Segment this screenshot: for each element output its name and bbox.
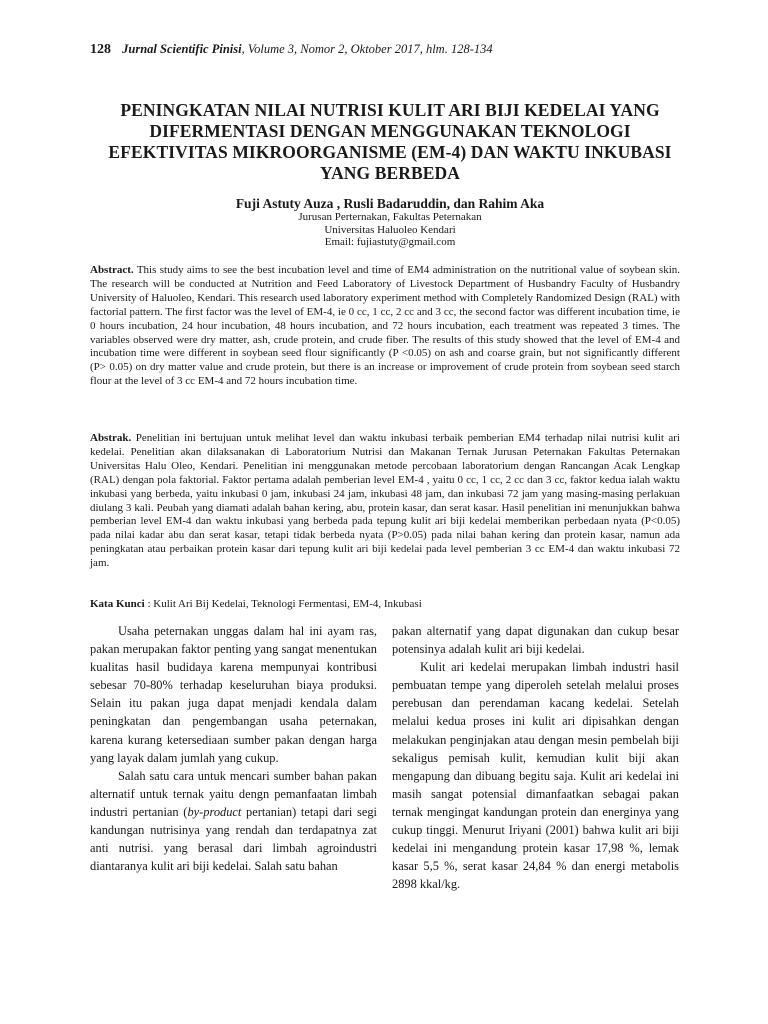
- affiliation-department: Jurusan Perternakan, Fakultas Peternakan: [298, 211, 482, 223]
- abstract-indonesian: [90, 432, 680, 571]
- keywords-text: : Kulit Ari Bij Kedelai, Teknologi Fermentasi, EM-4, Inkubasi: [144, 598, 422, 610]
- body-paragraph: pakan alternatif yang dapat digunakan dan cukup besar potensinya adalah kulit ari biji kedelai.: [392, 624, 679, 657]
- title-line: PENINGKATAN NILAI NUTRISI KULIT ARI BIJI KEDELAI YANG: [120, 100, 660, 120]
- abstract-indonesian-text: Penelitian ini bertujuan untuk melihat level dan waktu inkubasi terbaik pemberian EM4 terhadap nilai nutrisi kulit ari kedelai. Penelitian akan dilaksanakan di Laboratorium Nutrisi dan Makanan Ternak Jurusan Peternakan Fakultas Peternakan Universitas Halu Oleo, Kendari. Penelitian ini menggunakan metode percobaan laboratorium dengan Rancangan Acak Lengkap (RAL) dengan pola faktorial. Faktor pertama adalah pemberian level EM-4 , yaitu 0 cc, 1 cc, 2 cc dan 3 cc, faktor kedua ialah waktu inkubasi yang berbeda, yaitu inkubasi 0 jam, inkubasi 24 jam, inkubasi 48 jam, dan inkubasi 72 jam yang masing-masing perlakuan diulang 3 kali. Peubah yang diamati adalah bahan kering, abu, protein kasar, dan serat kasar. Hasil penelitian ini menunjukkan bahwa pemberian level EM-4 dan waktu inkubasi yang berbeda pada tepung kulit ari biji kedelai memberikan perbedaan nyata (P<0.05) pada nilai kadar abu dan serat kasar, tetapi tidak berbeda nyata (P>0.05) pada nilai bahan kering dan protein kasar, namun ada peningkatan atau perbaikan protein kasar dari tepung kulit ari biji kedelai pada level pemberian 3 cc EM-4 dan waktu inkubasi 72 jam.: [90, 432, 680, 570]
- body-paragraph: Kulit ari kedelai merupakan limbah industri hasil pembuatan tempe yang diperoleh setelah melalui proses perebusan dan perendaman kacang kedelai. Setelah melalui kedua proses ini kulit ari dipisahkan dengan melakukan penginjakan atau dengan mesin pembelah biji sekaligus pemisah kulit, kemudian kulit biji akan mengapung dan dibuang begitu saja. Kulit ari kedelai ini masih sangat potensial dimanfaatkan sebagai pakan ternak mengingat kandungan protein dan energinya yang cukup tinggi. Menurut Iriyani (2001) bahwa kulit ari biji kedelai ini mengandung protein kasar 17,98 %, lemak kasar 5,5 %, serat kasar 24,84 % dan energi metabolis 2898 kkal/kg.: [392, 660, 679, 892]
- page-number: 128: [90, 42, 111, 57]
- article-title: [90, 100, 690, 184]
- abstract-indonesian-label: Abstrak.: [90, 432, 132, 444]
- paragraph-segment: Salah satu cara untuk mencari sumber bahan pakan alternatif untuk ternak yaitu dengn pemanfaatan limbah industri pertanian (: [90, 768, 377, 819]
- body-column-right: [392, 622, 679, 893]
- running-header: [90, 42, 493, 58]
- italic-term: by-product: [187, 804, 242, 819]
- abstract-english: [90, 264, 680, 389]
- affiliation: [90, 211, 690, 249]
- author-email: Email: fujiastuty@gmail.com: [324, 236, 456, 249]
- body-column-left: [90, 622, 377, 875]
- keywords-label: Kata Kunci: [90, 598, 145, 610]
- title-line: DIFERMENTASI DENGAN MENGGUNAKAN TEKNOLOGI: [149, 121, 631, 141]
- journal-name: Jurnal Scientific Pinisi: [122, 42, 242, 56]
- body-paragraph: Usaha peternakan unggas dalam hal ini ayam ras, pakan merupakan faktor penting yang sangat menentukan kualitas hasil budidaya karena mempunyai kontribusi sebesar 70-80% terhadap keseluruhan biaya produksi. Selain itu pakan juga dapat menjadi kendala dalam peningkatan dan pengembangan usaha peternakan, karena kurang ketersediaan sumber pakan dengan harga yang layak dalam jumlah yang cukup.: [90, 624, 377, 765]
- title-line: YANG BERBEDA: [319, 163, 461, 183]
- body-paragraph: [90, 767, 377, 876]
- abstract-english-text: This study aims to see the best incubation level and time of EM4 administration on the nutritional value of soybean skin. The research will be conducted at Nutrition and Feed Laboratory of Livestock Department of Husbandry Faculty of Husbandry University of Haluoleo, Kendari. This research used laboratory experiment method with Completely Randomized Design (RAL) with factorial pattern. The first factor was the level of EM-4, ie 0 cc, 1 cc, 2 cc and 3 cc, the second factor was different incubation time, ie 0 hours incubation, 24 hour incubation, 48 hours incubation, and 72 hours incubation, each treatment was repeated 3 times. The variables observed were dry matter, ash, crude protein, and crude fiber. The results of this study showed that the level of EM-4 and incubation time were different in soybean seed flour significantly (P <0.05) on ash and coarse grain, but not significantly different (P> 0.05) on dry matter value and crude protein, but there is an increase or improvement of crude protein from soybean seed starch flour at the level of 3 cc EM-4 and 72 hours incubation time.: [90, 264, 680, 388]
- affiliation-university: Universitas Haluoleo Kendari: [324, 223, 456, 236]
- title-line: EFEKTIVITAS MIKROORGANISME (EM-4) DAN WAKTU INKUBASI: [108, 142, 672, 162]
- journal-details: , Volume 3, Nomor 2, Oktober 2017, hlm. 128-134: [241, 42, 493, 56]
- abstract-english-label: Abstract.: [90, 264, 134, 276]
- author-list: Fuji Astuty Auza , Rusli Badaruddin, dan Rahim Aka: [235, 196, 545, 211]
- keywords: [90, 598, 680, 610]
- paragraph-segment: pertanian) tetapi dari segi kandungan nutrisinya yang rendah dan terdapatnya zat anti nutrisi. yang berasal dari limbah agroindustri diantaranya kulit ari biji kedelai. Salah satu bahan: [90, 804, 378, 874]
